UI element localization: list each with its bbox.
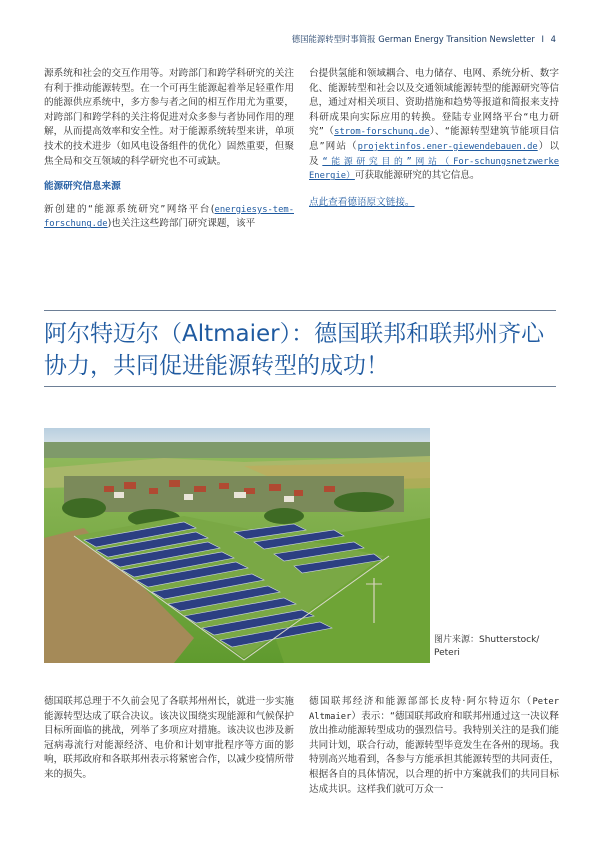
- paragraph: 德国联邦总理于不久前会见了各联邦州州长，就进一步实施能源转型达成了联合决议。该决议围绕实现能源和气候保护目标所面临的挑战，列举了多项应对措施。该决议也涉及新冠病毒流行对能源经济、电价和计划审批程序等方面的影响，联邦政府和各联邦州表示将紧密合作，以减少疫情所带来的损失。: [44, 696, 294, 780]
- projektinfos-link[interactable]: projektinfos.ener-giewendebauen.de: [357, 141, 538, 152]
- german-original-link[interactable]: 点此查看德语原文链接。: [309, 196, 415, 208]
- paragraph: [309, 695, 559, 797]
- paragraph-text: ）表示：“德国联邦政府和联邦州通过这一决议释放出推动能源转型成功的强烈信号。我特别关注的是我们能共同计划，联合行动，能源转型毕竟发生在各州的现场。我特别高兴地看到，各参与方能承担其能源转型的共同责任，根据各自的具体情况，以合理的折中方案就我们的共同目标达成共识。这样我们就可万众一: [309, 710, 559, 795]
- paragraph-text: 可获取能源研究的其它信息。: [354, 170, 480, 182]
- newsletter-header: [292, 33, 556, 45]
- header-title-cn: 德国能源转型时事简报: [291, 34, 376, 44]
- photo-caption: 图片来源：Shutterstock/ Peteri: [434, 635, 540, 658]
- title-rule-bottom: [44, 386, 556, 387]
- top-column-left: [44, 67, 294, 232]
- person-name: Peter Altmaier: [309, 697, 559, 722]
- paragraph-text: 台提供氢能和领域耦合、电力储存、电网、系统分析、数字化、能源转型和社会以及交通领域能源转型的能源研究等信息，通过对相关项目、资助措施和趋势等报道和简报来支持科研成果向实际应用的转换。登陆专业网络平台“电力研究”（: [309, 68, 559, 138]
- top-column-right: [309, 67, 559, 210]
- solar-farm-photo: [44, 428, 430, 663]
- paragraph-text: 德国联邦经济和能源部部长皮特·阿尔特迈尔（: [309, 696, 533, 707]
- energiesystem-forschung-link[interactable]: energiesys-tem-forschung.de: [44, 204, 294, 230]
- header-title-en: German Energy Transition Newsletter: [378, 34, 535, 44]
- solar-farm-illustration: [44, 428, 430, 663]
- strom-forschung-link[interactable]: strom-forschung.de: [334, 127, 430, 138]
- paragraph-text: 新创建的“能源系统研究”网络平台(: [44, 203, 215, 215]
- title-rule-top: [44, 310, 556, 311]
- paragraph: 源系统和社会的交互作用等。对跨部门和跨学科研究的关注有利于推动能源转型。在一个可再生能源起着举足轻重作用的能源供应系统中，多方参与者之间的相互作用尤为重要，对跨部门和跨学科的关注将促进对众多参与者协同作用的理解，从而提高效率和安全性。对于能源系统转型来讲，单项技术的技术进步（如风电设备组件的优化）固然重要，但聚焦全局和交互领域的科学研究也不可或缺。: [44, 68, 294, 167]
- paragraph-text: )也关注这些跨部门研究课题，该平: [107, 218, 256, 230]
- paragraph: [309, 67, 559, 184]
- paragraph-text: ）、“能源转型建筑节能项目信息”网站（: [309, 126, 559, 152]
- paragraph: [44, 203, 294, 232]
- header-separator: I: [541, 34, 544, 44]
- article-column-left: [44, 695, 294, 783]
- section-subheading: 能源研究信息来源: [44, 181, 121, 193]
- forschungsnetzwerke-link[interactable]: “能源研究目的”网站（For-schungsnetzwerke Energie）: [309, 156, 559, 182]
- page-number: 4: [550, 34, 556, 44]
- article-column-right: [309, 695, 559, 797]
- article-title: 阿尔特迈尔（Altmaier）：德国联邦和联邦州齐心协力，共同促进能源转型的成功！: [44, 321, 545, 379]
- paragraph-text: ）以及: [309, 140, 559, 167]
